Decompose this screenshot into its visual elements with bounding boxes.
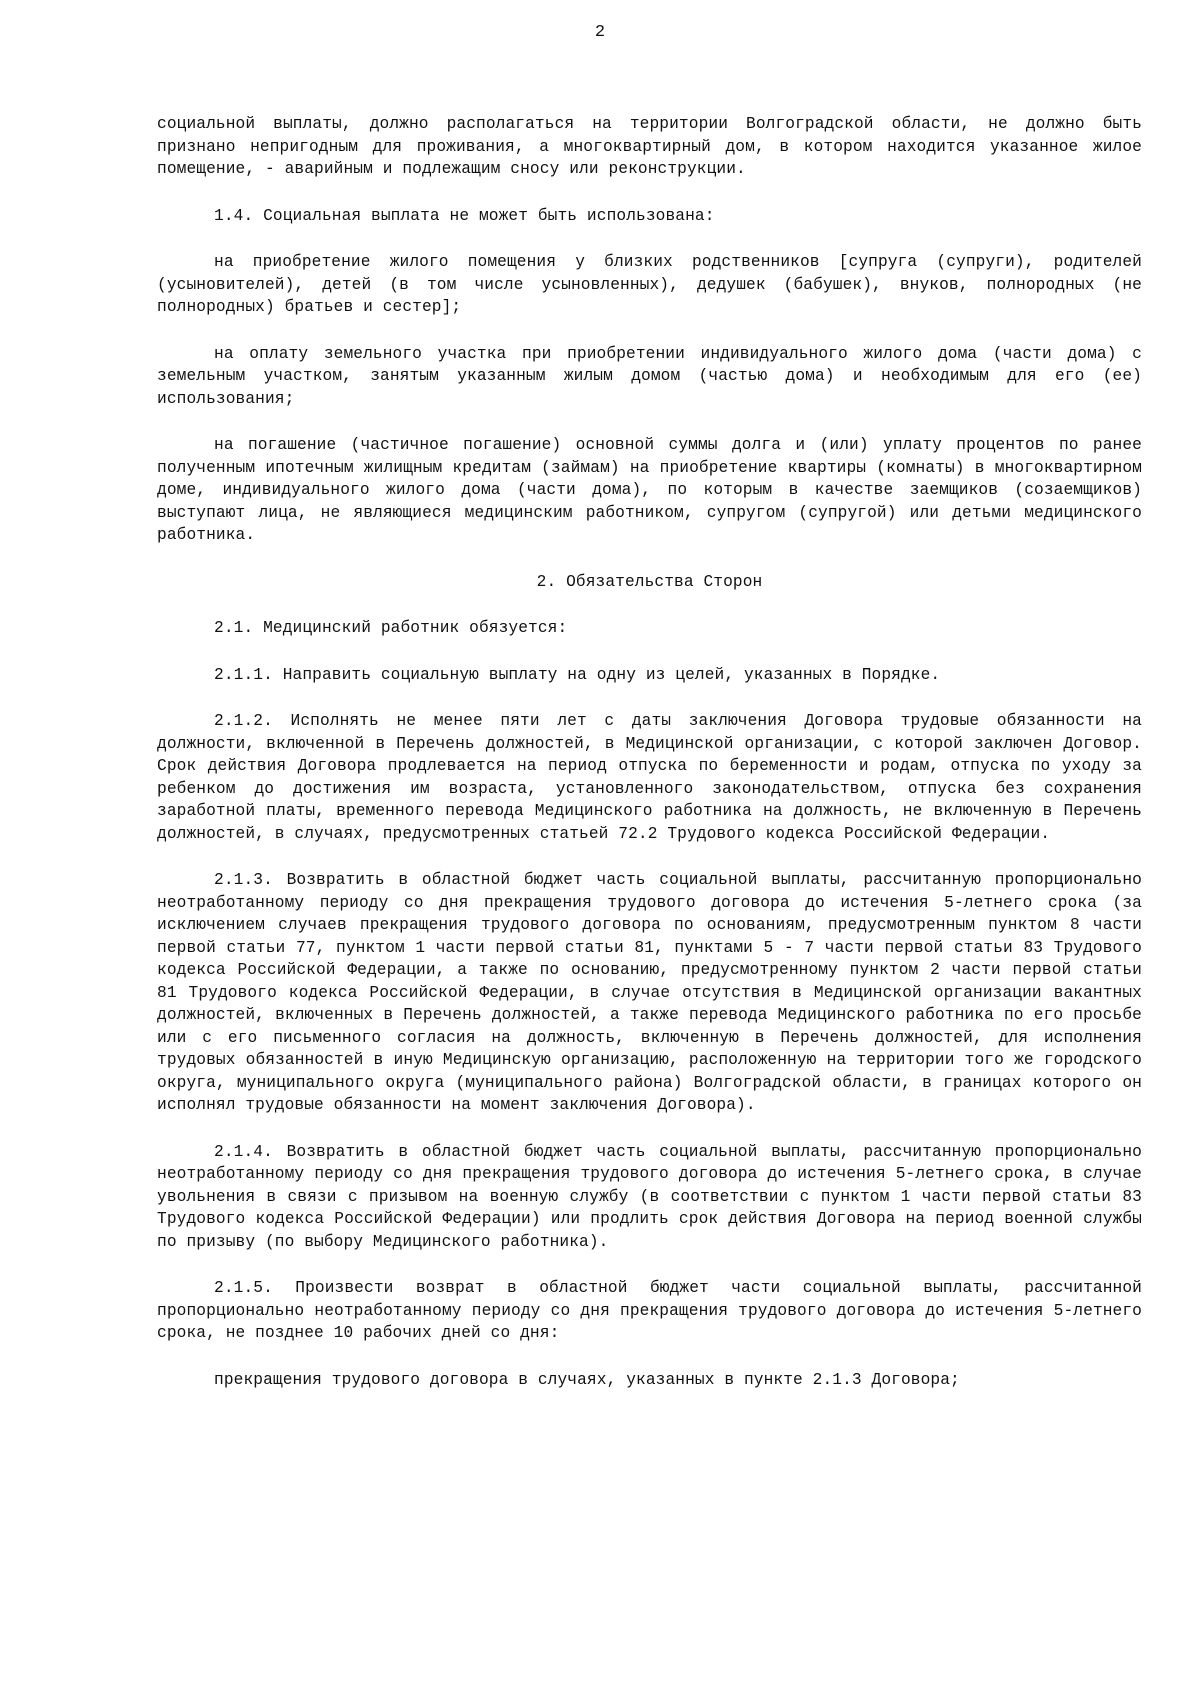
clause-2-1-5: 2.1.5. Произвести возврат в областной бюджет части социальной выплаты, рассчитанной пропорционально неотработанному периоду со дня прекращения трудового договора до истечения 5-летнего срока, не позднее 10 рабочих дней со дня:: [157, 1279, 1142, 1342]
section-2-title: 2. Обязательства Сторон: [536, 572, 763, 591]
clause-2-1-3: 2.1.3. Возвратить в областной бюджет часть социальной выплаты, рассчитанную пропорционально неотработанному периоду со дня прекращения трудового договора до истечения 5-летнего срока (за исключением случаев прекращения трудового договора по основаниям, предусмотренным пунктом 8 части первой статьи 77, пунктом 1 части первой статьи 81, пунктами 5 - 7 части первой статьи 83 Трудового кодекса Российской Федерации, а также по основанию, предусмотренному пунктом 2 части первой статьи 81 Трудового кодекса Российской Федерации, в случае отсутствия в Медицинской организации вакантных должностей, включенных в Перечень должностей, а также перевода Медицинского работника по его просьбе или с его письменного согласия на должность, включенную в Перечень должностей, для исполнения трудовых обязанностей в иную Медицинскую организацию, расположенную на территории того же городского округа, муниципального округа (муниципального района) Волгоградской области, в границах которого он исполнял трудовые обязанности на момент заключения Договора).: [157, 871, 1142, 1114]
clause-1-4-item-relatives: на приобретение жилого помещения у близких родственников [супруга (супруги), родителей (усыновителей), детей (в том числе усыновленных), дедушек (бабушек), внуков, полнородных (не полнородных) братьев и сестер];: [157, 253, 1142, 316]
clause-2-1-2: 2.1.2. Исполнять не менее пяти лет с даты заключения Договора трудовые обязанности на должности, включенной в Перечень должностей, в Медицинской организации, с которой заключен Договор. Срок действия Договора продлевается на период отпуска по беременности и родам, отпуска по уходу за ребенком до достижения им возраста, установленного законодательством, отпуска без сохранения заработной платы, временного перевода Медицинского работника на должность, не включенную в Перечень должностей, в случаях, предусмотренных статьей 72.2 Трудового кодекса Российской Федерации.: [157, 712, 1142, 843]
clause-2-1-5-item: прекращения трудового договора в случаях, указанных в пункте 2.1.3 Договора;: [214, 1370, 960, 1389]
clause-2-1-1: 2.1.1. Направить социальную выплату на одну из целей, указанных в Порядке.: [214, 665, 941, 684]
clause-2-1-4: 2.1.4. Возвратить в областной бюджет часть социальной выплаты, рассчитанную пропорционально неотработанному периоду со дня прекращения трудового договора до истечения 5-летнего срока, в случае увольнения в связи с призывом на военную службу (в соответствии с пунктом 1 части первой статьи 83 Трудового кодекса Российской Федерации) или продлить срок действия Договора на период военной службы по призыву (по выбору Медицинского работника).: [157, 1142, 1142, 1251]
clause-1-4-item-mortgage: на погашение (частичное погашение) основной суммы долга и (или) уплату процентов по ранее полученным ипотечным жилищным кредитам (займам) на приобретение квартиры (комнаты) в многоквартирном доме, индивидуального жилого дома (части дома), по которым в качестве заемщиков (созаемщиков) выступают лица, не являющиеся медицинским работником, супругом (супругой) или детьми медицинского работника.: [157, 436, 1142, 544]
clause-1-4-item-land: на оплату земельного участка при приобретении индивидуального жилого дома (части дома) с земельным участком, занятым указанным жилым домом (частью дома) и необходимым для его (ее) использования;: [157, 344, 1142, 408]
clause-1-4-heading: 1.4. Социальная выплата не может быть использована:: [214, 206, 715, 225]
paragraph-continuation: социальной выплаты, должно располагаться на территории Волгоградской области, не должно быть признано непригодным для проживания, а многоквартирный дом, в котором находится указанное жилое помещение, - аварийным и подлежащим сносу или реконструкции.: [157, 115, 1142, 178]
document-body: [157, 113, 1142, 1391]
page-number: 2: [594, 23, 606, 42]
clause-2-1: 2.1. Медицинский работник обязуется:: [214, 619, 568, 637]
